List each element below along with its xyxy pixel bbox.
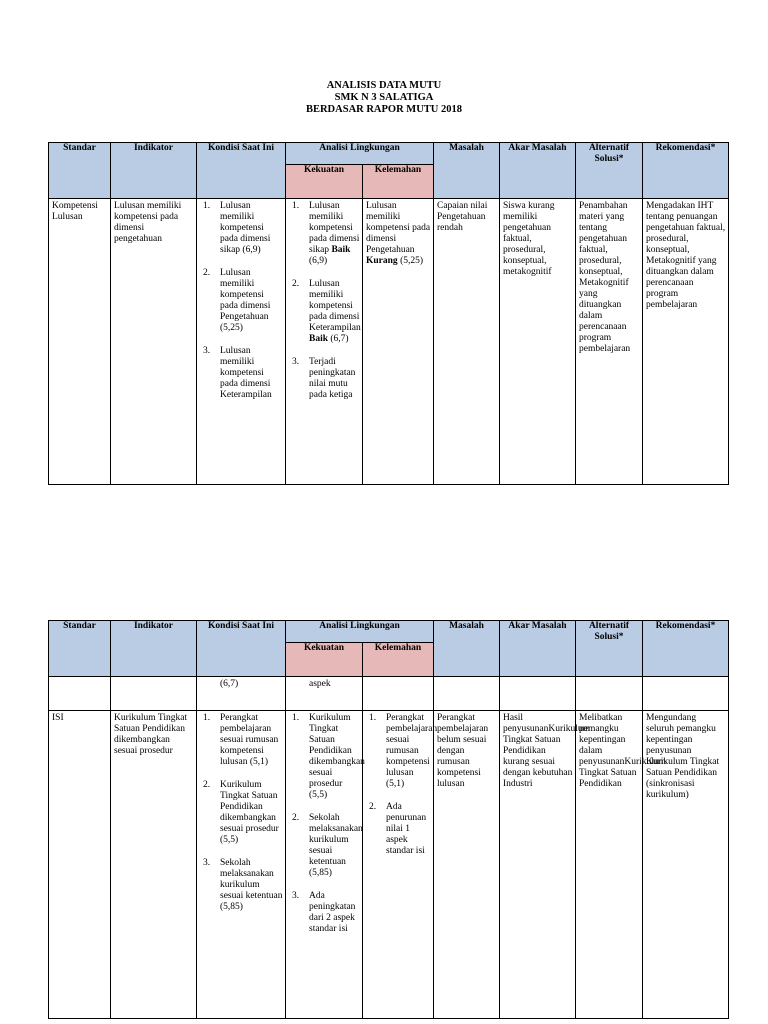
header-alternatif-solusi: Alternatif Solusi*	[576, 621, 643, 677]
header-kelemahan: Kelemahan	[363, 643, 434, 677]
header-akar-masalah: Akar Masalah	[500, 621, 576, 677]
cell-akar-masalah: Hasil penyusunanKurikulum Tingkat Satuan Pendidikan kurang sesuai dengan kebutuhan Industri	[503, 713, 591, 789]
cell-standar: ISI	[52, 713, 64, 723]
cell-masalah: Capaian nilai Pengetahuan rendah	[437, 201, 488, 233]
header-masalah: Masalah	[434, 143, 500, 199]
list-item: 1. Lulusan memiliki kompetensi pada dimensi sikap Baik (6,9)	[292, 201, 360, 266]
cell-kekuatan-continued: aspek	[309, 679, 331, 689]
cell-rekomendasi: Mengundang seluruh pemangku kepentingan penyusunan Kurikulum Tingkat Satuan Pendidikan (sinkronisasi kurikulum)	[646, 713, 720, 800]
header-analisi-lingkungan: Analisi Lingkungan	[286, 143, 434, 165]
header-masalah: Masalah	[434, 621, 500, 677]
header-kondisi: Kondisi Saat Ini	[197, 143, 286, 199]
list-item: 2. Lulusan memiliki kompetensi pada dimensi Pengetahuan (5,25)	[203, 268, 271, 333]
list-item: 1. Lulusan memiliki kompetensi pada dimensi sikap (6,9)	[203, 201, 271, 255]
analysis-table-1	[48, 142, 729, 485]
cell-akar-masalah: Siswa kurang memiliki pengetahuan faktual, prosedural, konseptual, metakognitif	[503, 201, 555, 277]
table-row	[49, 711, 729, 1019]
analysis-table-2	[48, 620, 729, 1019]
kekuatan-list	[289, 201, 360, 401]
header-indikator: Indikator	[111, 143, 197, 199]
list-item: 1. Perangkat pembelajaran sesuai rumusan kompetensi lulusan (5,1)	[369, 713, 438, 789]
header-kekuatan: Kekuatan	[286, 643, 363, 677]
table-row	[49, 199, 729, 485]
header-standar: Standar	[49, 621, 111, 677]
header-rekomendasi: Rekomendasi*	[643, 143, 729, 199]
list-item: 2. Ada penurunan nilai 1 aspek standar isi	[369, 802, 427, 856]
list-item: 1. Kurikulum Tingkat Satuan Pendidikan dikembangkan sesuai prosedur (5,5)	[292, 713, 365, 800]
table-row	[49, 677, 729, 711]
title-line-2: SMK N 3 SALATIGA	[334, 92, 434, 103]
kondisi-list	[200, 201, 283, 401]
cell-kondisi-continued: (6,7)	[220, 679, 239, 689]
header-kondisi: Kondisi Saat Ini	[197, 621, 286, 677]
list-item: 3. Terjadi peningkatan nilai mutu pada ketiga	[292, 357, 356, 400]
header-analisi-lingkungan: Analisi Lingkungan	[286, 621, 434, 643]
cell-rekomendasi: Mengadakan IHT tentang penuangan pengetahuan faktual, prosedural, konseptual, Metakognitif yang dituangkan dalam perencanaan program pembelajaran	[646, 201, 726, 310]
list-item: 2. Lulusan memiliki kompetensi pada dimensi Keterampilan Baik (6,7)	[292, 279, 361, 344]
header-kelemahan: Kelemahan	[363, 165, 434, 199]
list-item: 1. Perangkat pembelajaran sesuai rumusan kompetensi lulusan (5,1)	[203, 713, 279, 767]
title-line-1: ANALISIS DATA MUTU	[326, 80, 442, 91]
header-rekomendasi: Rekomendasi*	[643, 621, 729, 677]
list-item: 3. Sekolah melaksanakan kurikulum sesuai ketentuan (5,85)	[203, 858, 283, 912]
cell-masalah: Perangkat pembelajaran belum sesuai dengan rumusan kompetensi lulusan	[437, 713, 489, 789]
list-item: 2. Sekolah melaksanakan kurikulum sesuai ketentuan (5,85)	[292, 813, 363, 878]
cell-indikator: Kurikulum Tingkat Satuan Pendidikan dikembangkan sesuai prosedur	[114, 713, 188, 756]
cell-alternatif-solusi: Penambahan materi yang tentang pengetahuan faktual, prosedural, konseptual, Metakognitif yang dituangkan dalam perencanaan program pembelajaran	[579, 201, 631, 354]
header-alternatif-solusi: Alternatif Solusi*	[576, 143, 643, 199]
title-line-3: BERDASAR RAPOR MUTU 2018	[305, 104, 463, 115]
header-akar-masalah: Akar Masalah	[500, 143, 576, 199]
list-item: 3. Ada peningkatan dari 2 aspek standar isi	[292, 891, 356, 934]
kekuatan-list	[289, 713, 365, 935]
kondisi-list	[200, 713, 283, 913]
header-indikator: Indikator	[111, 621, 197, 677]
list-item: 3. Lulusan memiliki kompetensi pada dimensi Keterampilan	[203, 346, 272, 400]
kelemahan-list	[366, 713, 438, 857]
header-kekuatan: Kekuatan	[286, 165, 363, 199]
cell-kelemahan: Lulusan memiliki kompetensi pada dimensi Pengetahuan Kurang (5,25)	[366, 201, 431, 266]
list-item: 2. Kurikulum Tingkat Satuan Pendidikan dikembangkan sesuai prosedur (5,5)	[203, 780, 279, 845]
cell-alternatif-solusi: Melibatkan pemangku kepentingan dalam penyusunanKurikulum Tingkat Satuan Pendidikan	[579, 713, 667, 789]
header-standar: Standar	[49, 143, 111, 199]
cell-indikator: Lulusan memiliki kompetensi pada dimensi pengetahuan	[114, 201, 182, 244]
cell-standar: Kompetensi Lulusan	[52, 201, 98, 222]
